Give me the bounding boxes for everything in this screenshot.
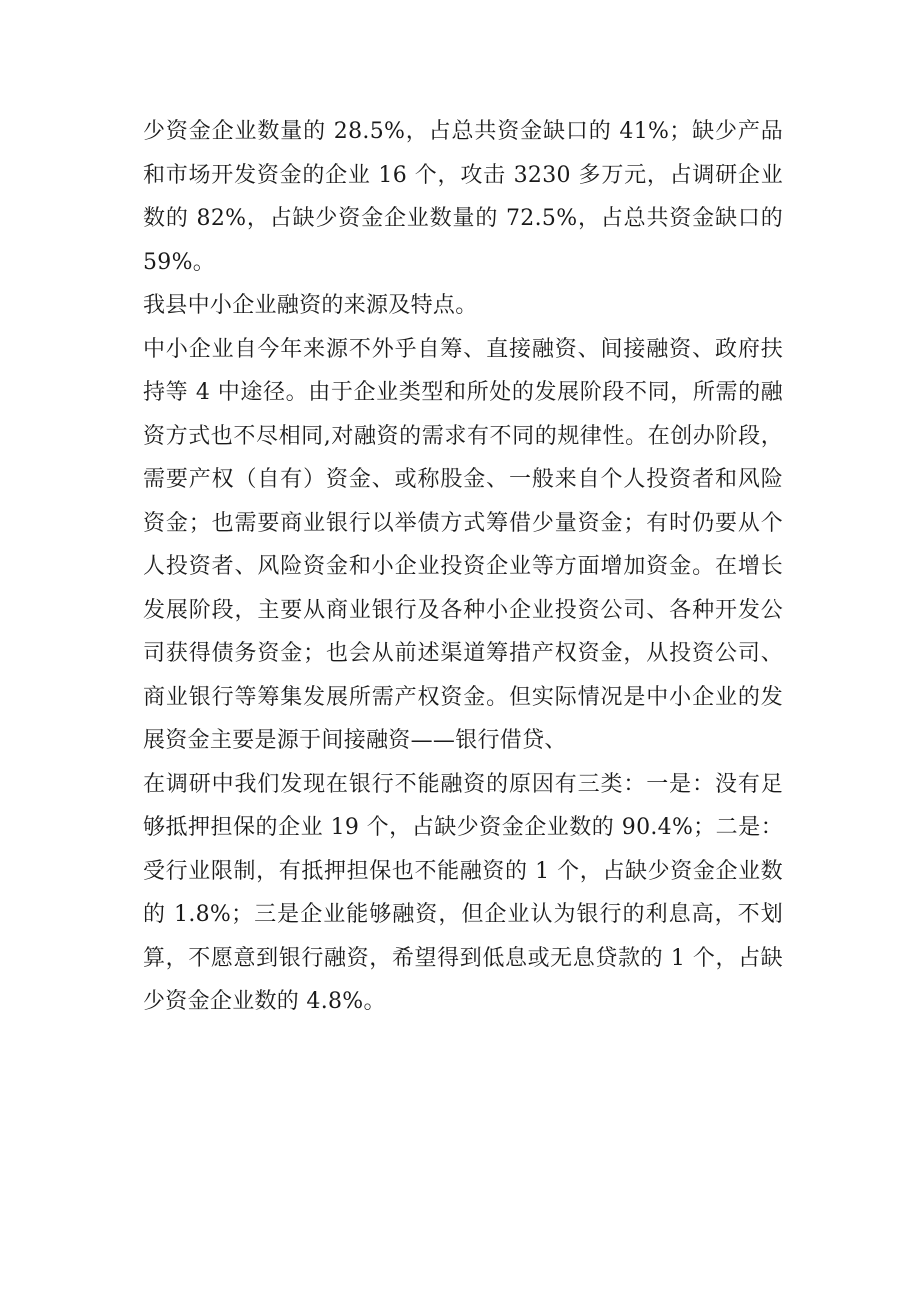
paragraph-section-heading: 我县中小企业融资的来源及特点。	[143, 293, 478, 318]
document-body	[143, 110, 783, 1024]
paragraph-financing-sources: 中小企业自今年来源不外乎自筹、直接融资、间接融资、政府扶持等 4 中途径。由于企业类型和所处的发展阶段不同，所需的融资方式也不尽相同,对融资的需求有不同的规律性。在创办阶段，需要产权（自有）资金、或称股金、一般来自个人投资者和风险资金；也需要商业银行以举债方式筹借少量资金；有时仍要从个人投资者、风险资金和小企业投资企业等方面增加资金。在增长发展阶段，主要从商业银行及各种小企业投资公司、各种开发公司获得债务资金；也会从前述渠道筹措产权资金，从投资公司、商业银行等筹集发展所需产权资金。但实际情况是中小企业的发展资金主要是源于间接融资——银行借贷、	[143, 336, 783, 753]
paragraph-funding-gap-stats: 少资金企业数量的 28.5%，占总共资金缺口的 41%；缺少产品和市场开发资金的企业 16 个，攻击 3230 多万元，占调研企业数的 82%，占缺少资金企业数量的 72.5%，占总共资金缺口的 59%。	[143, 119, 783, 275]
paragraph-bank-financing-reasons: 在调研中我们发现在银行不能融资的原因有三类：一是：没有足够抵押担保的企业 19 个，占缺少资金企业数的 90.4%；二是：受行业限制，有抵押担保也不能融资的 1 个，占缺少资金企业数的 1.8%；三是企业能够融资，但企业认为银行的利息高，不划算，不愿意到银行融资，希望得到低息或无息贷款的 1 个，占缺少资金企业数的 4.8%。	[143, 771, 783, 1014]
